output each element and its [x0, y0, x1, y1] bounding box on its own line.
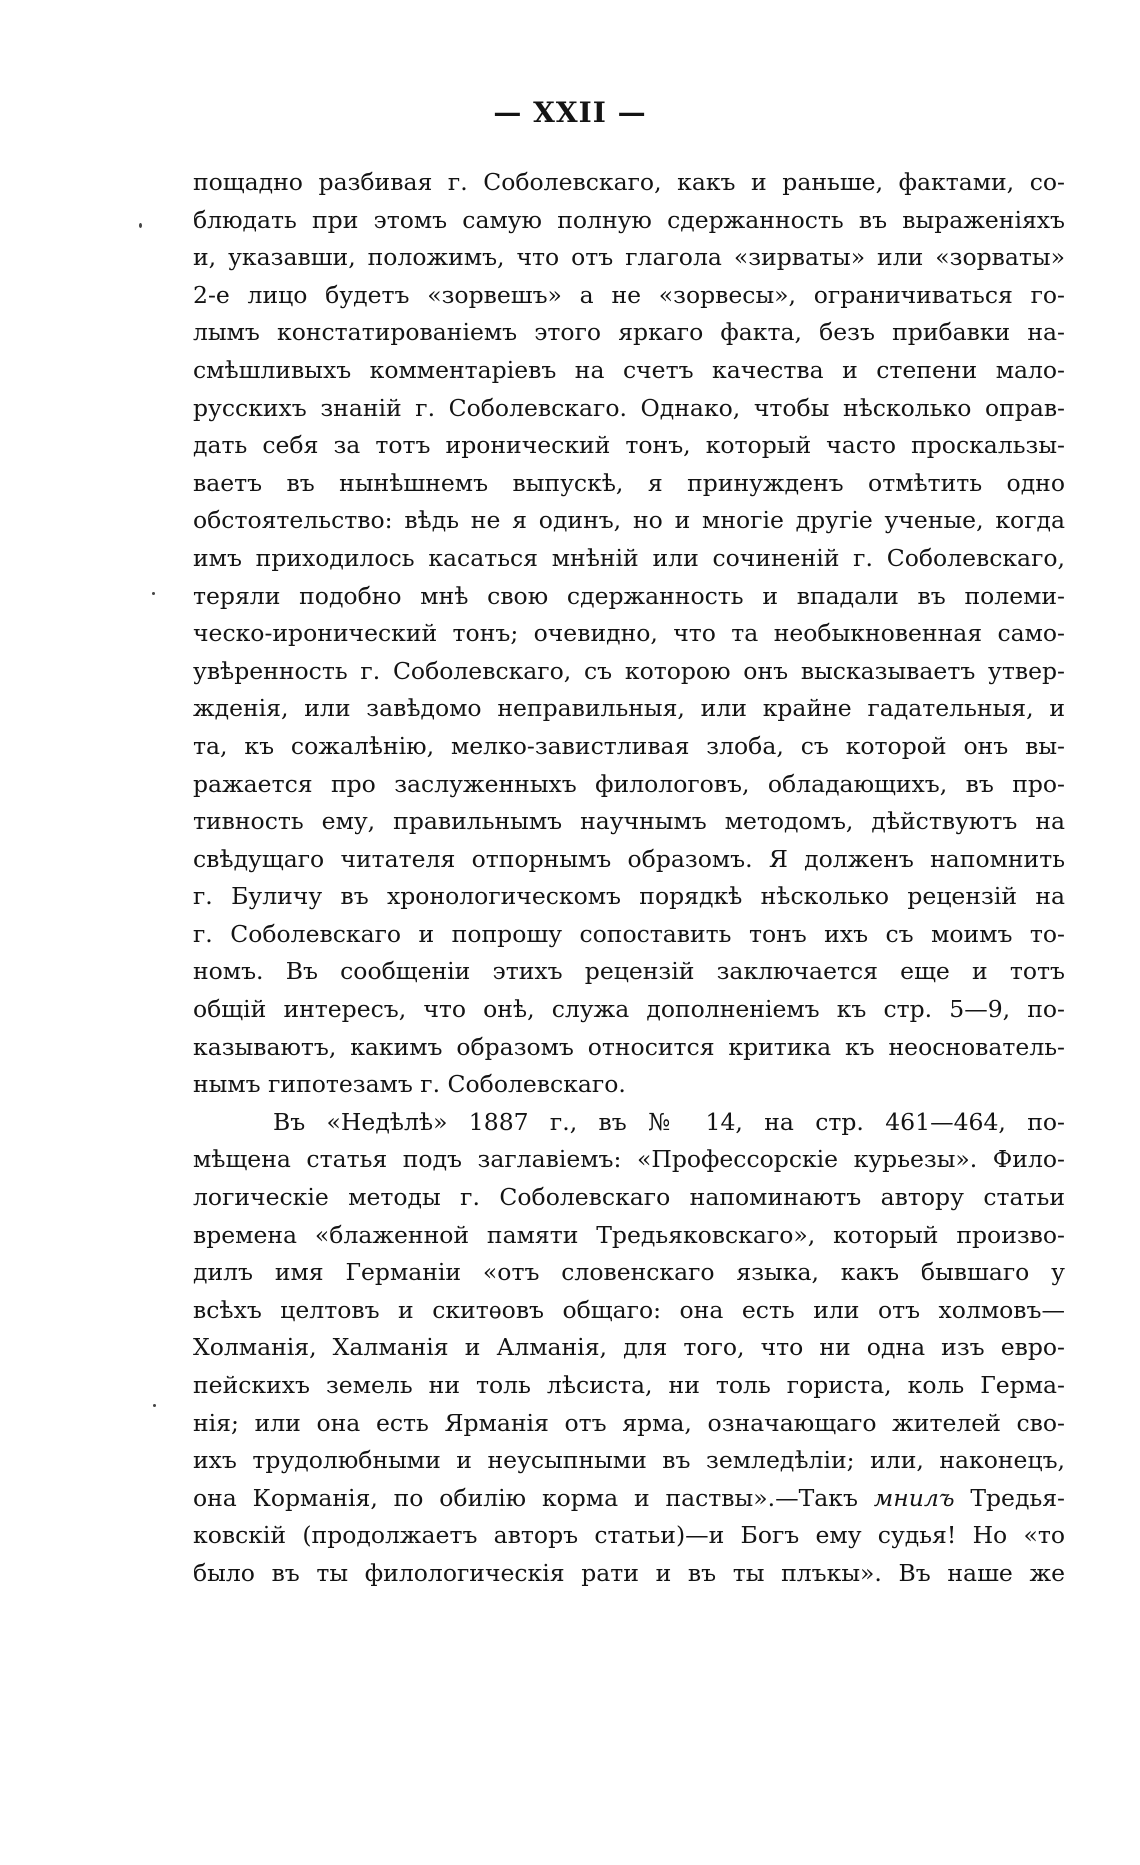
- text-line: ковскiй (продолжаетъ авторъ статьи)—и Богъ ему судья! Но «то: [193, 1521, 1065, 1550]
- scan-speck: [153, 1404, 156, 1407]
- scan-speck: [139, 223, 142, 228]
- text-line: пощадно разбивая г. Соболевскаго, какъ и раньше, фактами, со-: [193, 168, 1065, 196]
- text-line: блюдать при этомъ самую полную сдержанность въ выраженiяхъ: [193, 205, 1065, 234]
- text-line: ческо-иронический тонъ; очевидно, что та необыкновенная само-: [193, 619, 1065, 648]
- paragraph-start-line: Въ «Недѣлѣ» 1887 г., въ № 14, на стр. 461—464, по-: [273, 1107, 1065, 1136]
- text-line: ражается про заслуженныхъ филологовъ, обладающихъ, въ про-: [193, 769, 1065, 798]
- text-line: 2-е лицо будетъ «зорвешъ» а не «зорвесы», ограничиваться го-: [193, 280, 1065, 309]
- text-line: русскихъ знанiй г. Соболевскаго. Однако, чтобы нѣсколько оправ-: [193, 393, 1065, 422]
- text-line: тивность ему, правильнымъ научнымъ методомъ, дѣйствуютъ на: [193, 807, 1065, 836]
- text-line: нiя; или она есть Ярманiя отъ ярма, означающаго жителей сво-: [193, 1408, 1065, 1437]
- text-line: времена «блаженной памяти Тредьяковскаго», который произво-: [193, 1220, 1065, 1249]
- scan-speck: [152, 592, 155, 595]
- text-line: Холманiя, Халманiя и Алманiя, для того, что ни одна изъ евро-: [193, 1333, 1065, 1362]
- text-line: жденiя, или завѣдомо неправильныя, или крайне гадательныя, и: [193, 694, 1065, 723]
- text-line: г. Соболевскаго и попрошу сопоставить тонъ ихъ съ моимъ то-: [193, 919, 1065, 948]
- text-line: дать себя за тотъ иронический тонъ, который часто проскальзы-: [193, 431, 1065, 460]
- text-line: общiй интересъ, что онѣ, служа дополненiемъ къ стр. 5—9, по-: [193, 995, 1065, 1024]
- text-line: теряли подобно мнѣ свою сдержанность и впадали въ полеми-: [193, 581, 1065, 610]
- text-line: пейскихъ земель ни толь лѣсиста, ни толь гориста, коль Герма-: [193, 1371, 1065, 1399]
- text-line: обстоятельство: вѣдь не я одинъ, но и многiе другiе ученые, когда: [193, 506, 1065, 535]
- text-line: ваетъ въ нынѣшнемъ выпускѣ, я принужденъ отмѣтить одно: [193, 468, 1065, 497]
- text-line: увѣренность г. Соболевскаго, съ которою онъ высказываетъ утвер-: [193, 656, 1065, 685]
- text-line: всѣхъ целтовъ и скитѳовъ общаго: она есть или отъ холмовъ—: [193, 1295, 1065, 1324]
- text-line: казываютъ, какимъ образомъ относится критика къ неоснователь-: [193, 1032, 1065, 1061]
- line-segment: она Корманiя, по обилiю корма и паствы».—Такъ: [193, 1483, 858, 1512]
- page-number: — XXII —: [493, 96, 647, 129]
- line-segment: Тредья-: [970, 1483, 1065, 1512]
- text-line: свѣдущаго читателя отпорнымъ образомъ. Я долженъ напомнить: [193, 844, 1065, 873]
- text-line: имъ приходилось касаться мнѣнiй или сочиненiй г. Соболевскаго,: [193, 543, 1065, 572]
- text-line: было въ ты филологическiя рати и въ ты плъкы». Въ наше же: [193, 1558, 1065, 1587]
- text-line: дилъ имя Германiи «отъ словенскаго языка, какъ бывшаго у: [193, 1258, 1065, 1287]
- text-line: та, къ сожалѣнiю, мелко-завистливая злоба, съ которой онъ вы-: [193, 731, 1065, 760]
- italic-word: мнилъ: [873, 1483, 955, 1512]
- text-line-mixed: [193, 1480, 1065, 1518]
- text-line: и, указавши, положимъ, что отъ глагола «зирваты» или «зорваты»: [193, 243, 1065, 272]
- text-line: ихъ трудолюбными и неусыпными въ земледѣлiи; или, наконецъ,: [193, 1446, 1065, 1475]
- body-text: [193, 164, 1065, 1593]
- text-line: мѣщена статья подъ заглавiемъ: «Профессорскiе курьезы». Фило-: [193, 1145, 1065, 1174]
- text-line: логическiе методы г. Соболевскаго напоминаютъ автору статьи: [193, 1183, 1065, 1212]
- text-line: лымъ констатированiемъ этого яркаго факта, безъ прибавки на-: [193, 318, 1065, 347]
- text-line: г. Буличу въ хронологическомъ порядкѣ нѣсколько рецензiй на: [193, 882, 1065, 911]
- paragraph-end-line: нымъ гипотезамъ г. Соболевскаго.: [193, 1070, 626, 1099]
- text-line: смѣшливыхъ комментарiевъ на счетъ качества и степени мало-: [193, 355, 1065, 384]
- text-line: номъ. Въ сообщенiи этихъ рецензiй заключается еще и тотъ: [193, 957, 1065, 986]
